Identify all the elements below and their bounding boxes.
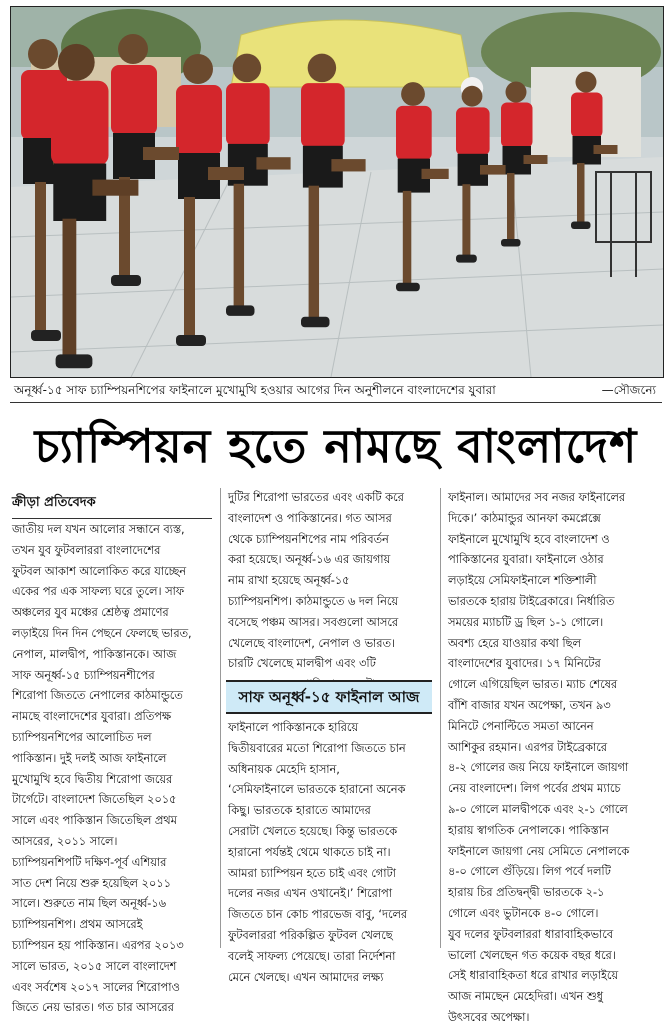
article-text-line: সাত দেশ নিয়ে শুরু হয়েছিল ২০১১ — [12, 876, 171, 890]
article-column-3 — [448, 488, 662, 1029]
article-text-line: চ্যাম্পিয়ন হয় পাকিস্তান। এরপর ২০১৩ — [12, 938, 184, 952]
article-text-line: ভালো খেলছেন গত কয়েক বছর ধরে। — [448, 948, 616, 962]
article-text-line: গোলে এগিয়েছিল ভারত। ম্যাচ শেষের — [448, 678, 618, 692]
article-text-line: ৪-০ গোলে গুঁড়িয়ে। লিগ পর্বে দলটি — [448, 865, 611, 879]
article-text-line: হারায় স্বাগতিক নেপালকে। পাকিস্তান — [448, 823, 609, 837]
article-subhead: সাফ অনূর্ধ্ব-১৫ ফাইনাল আজ — [226, 680, 432, 714]
article-text-line: চ্যাম্পিয়নশিপের আলোচিত দল — [12, 730, 152, 744]
article-text-line: খেলেছে বাংলাদেশ, নেপাল ও ভারত। — [228, 636, 396, 650]
article-text-line: ফাইনাল। আমাদের সব নজর ফাইনালের — [448, 491, 626, 504]
article-text-line: অবশ্য হেরে যাওয়ার কথা ছিল — [448, 636, 581, 650]
article-text-line: একের পর এক সাফল্য ঘরে তুলে। সাফ — [12, 585, 185, 599]
article-text-line: মিনিটে পেনাল্টিতে সমতা আনেন — [448, 719, 594, 733]
article-text-line: বসেছে পঞ্চম আসর। সবগুলো আসরে — [228, 615, 399, 629]
article-text-line: শিরোপা জিততে নেপালের কাঠমান্ডুতে — [12, 689, 183, 703]
article-text-line: সাফ অনূর্ধ্ব-১৫ চ্যাম্পিয়নশীপের — [12, 668, 155, 682]
article-text-line: হারায় চির প্রতিদ্বন্দ্বী ভারতকে ২-১ — [448, 886, 605, 900]
article-text-line: ৯-০ গোলে মালদ্বীপকে এবং ২-১ গোলে — [448, 802, 628, 816]
article-text-line: সেরাটা খেলতে হয়েছে। কিন্তু ভারতকে — [228, 824, 398, 838]
article-text-line: জিতে নেয় ভারত। গত চার আসরের — [12, 1001, 174, 1015]
article-text-line: লড়াইয়ে সেমিফাইনালে শক্তিশালী — [448, 574, 597, 588]
article-text-line: আশিকুর রহমান। এরপর টাইব্রেকারে — [448, 740, 607, 754]
article-text-line: থেকে চ্যাম্পিয়নশিপের নাম পরিবর্তন — [228, 532, 389, 546]
article-column-2-continued — [228, 718, 432, 988]
article-text-line: চ্যাম্পিয়নশিপটি দক্ষিণ-পূর্ব এশিয়ার — [12, 855, 167, 869]
article-text-line: নেয় বাংলাদেশ। লিগ পর্বের প্রথম ম্যাচে — [448, 782, 621, 796]
article-text-line: দলের নজর এখন ওখানেই।’ শিরোপা — [228, 887, 392, 901]
article-text-line: ফাইনালে জায়গা নেয় সেমিতে নেপালকে — [448, 844, 630, 858]
article-text-line: দিকে।’ কাঠমান্ডুর আনফা কমপ্লেক্সে — [448, 511, 601, 525]
column-divider — [440, 488, 441, 948]
article-text-line: নাম রাখা হয়েছে অনূর্ধ্ব-১৫ — [228, 574, 350, 588]
article-text-line: ফুটবল আকাশ আলোকিত করে যাচ্ছেন — [12, 564, 186, 578]
article-text-line: ফাইনালে পাকিস্তানকে হারিয়ে — [228, 721, 359, 734]
article-text-line: অঞ্চলের যুব মঞ্চের শ্রেষ্ঠত্ব প্রমাণের — [12, 606, 169, 620]
article-text-line: বাঁশি বাজার যখন অপেক্ষা, তখন ৯৩ — [448, 698, 611, 712]
photo-caption-row — [10, 378, 662, 403]
article-text-line: যুব দলের ফুটবলাররা ধারাবাহিকভাবে — [448, 927, 614, 941]
article-text-line: লড়াইয়ে দিন দিন পেছনে ফেলছে ভারত, — [12, 626, 192, 640]
article-text-line: ফাইনালে মুখোমুখি হবে বাংলাদেশ ও — [448, 532, 610, 546]
article-text-line: উৎসবের অপেক্ষা। — [448, 1010, 530, 1024]
article-text-line: নেপাল, মালদ্বীপ, পাকিস্তানকে। আজ — [12, 647, 177, 661]
news-photo — [10, 6, 664, 378]
article-text-line: সালে ভারত, ২০১৫ সালে বাংলাদেশ — [12, 959, 177, 973]
article-byline: ক্রীড়া প্রতিবেদক — [12, 494, 212, 519]
article-text-line: আজ নামছেন মেহেদিরা। এখন শুধু — [448, 990, 603, 1004]
article-text-line: গোলে এবং ভুটানকে ৪-০ গোলে। — [448, 906, 599, 920]
article-text-line: ৪-২ গোলের জয় নিয়ে ফাইনালে জায়গা — [448, 761, 629, 775]
article-text-line: ফুটবলাররা পরিকল্পিত ফুটবল খেলছে — [228, 928, 393, 942]
article-text-line: পাকিস্তানের যুবারা। ফাইনালে ওঠার — [448, 553, 604, 567]
article-column-2 — [228, 488, 432, 696]
article-text-line: আমরা চ্যাম্পিয়ন হতে চাই এবং গোটা — [228, 866, 396, 880]
article-text-line: অধিনায়ক মেহেদি হাসান, — [228, 762, 340, 776]
article-text-line: নামছে বাংলাদেশের যুবারা। প্রতিপক্ষ — [12, 710, 172, 724]
article-text-line: জিততে চান কোচ পারভেজ বাবু, ‘দলের — [228, 908, 408, 922]
column-divider — [220, 488, 221, 948]
article-text-line: চ্যাম্পিয়নশিপ। কাঠমান্ডুতে ৬ দল নিয়ে — [228, 594, 399, 608]
article-text-line: মেনে খেলছে। এখন আমাদের লক্ষ্য — [228, 970, 384, 984]
players-training-illustration — [11, 7, 663, 377]
article-headline: চ্যাম্পিয়ন হতে নামছে বাংলাদেশ — [34, 419, 638, 473]
article-text-line: টার্গেটে। বাংলাদেশ জিতেছিল ২০১৫ — [12, 793, 177, 807]
article-text-line: সেই ধারাবাহিকতা ধরে রাখার লড়াইয়ে — [448, 969, 619, 983]
photo-caption: অনূর্ধ্ব-১৫ সাফ চ্যাম্পিয়নশিপের ফাইনালে মুখোমুখি হওয়ার আগের দিন অনুশীলনে বাংলাদেশের যুবারা — [14, 383, 496, 397]
article-text-line: মুখোমুখি হবে দ্বিতীয় শিরোপা জয়ের — [12, 772, 173, 786]
article-text-line: ভারতকে হারায় টাইব্রেকারে। নির্ধারিত — [448, 594, 615, 608]
article-text-line: বাংলাদেশ ও পাকিস্তানের। গত আসর — [228, 511, 392, 525]
article-text-line: হারানো পর্যন্তই থেমে থাকতে চাই না। — [228, 845, 391, 859]
article-text-line: দ্বিতীয়বারের মতো শিরোপা জিততে চান — [228, 741, 406, 755]
article-text-line: চারটি খেলেছে মালদ্বীপ এবং ৩টি — [228, 657, 376, 671]
article-text-line: তখন যুব ফুটবলাররা বাংলাদেশের — [12, 543, 161, 557]
article-text-line: এবং সর্বশেষ ২০১৭ সালের শিরোপাও — [12, 980, 180, 994]
article-text-line: চ্যাম্পিয়নশিপ। প্রথম আসরেই — [12, 918, 143, 932]
article-text-line: আসরের, ২০১১ সালে। — [12, 834, 118, 848]
article-text-line: কিছু। ভারতকে হারাতে আমাদের — [228, 804, 371, 818]
article-text-line: সালে এবং পাকিস্তান জিতেছিল প্রথম — [12, 814, 177, 828]
article-text-line: সময়ের ম্যাচটি ড্র ছিল ১-১ গোলে। — [448, 615, 604, 629]
article-column-1 — [12, 520, 216, 1019]
article-text-line: দুটির শিরোপা ভারতের এবং একটি করে — [228, 491, 404, 504]
article-text-line: পাকিস্তান। দুই দলই আজ ফাইনালে — [12, 751, 167, 765]
article-text-line: করা হয়েছে। অনূর্ধ্ব-১৬ এর জায়গায় — [228, 553, 391, 567]
article-text-line: জাতীয় দল যখন আলোর সন্ধানে ব্যস্ত, — [12, 523, 185, 536]
article-text-line: সালে। শুরুতে নাম ছিল অনূর্ধ্ব-১৬ — [12, 897, 166, 911]
article-text-line: বাংলাদেশের যুবাদের। ১৭ মিনিটের — [448, 657, 601, 671]
article-text-line: ‘সেমিফাইনালে ভারতকে হারানো অনেক — [228, 783, 406, 797]
article-text-line: বলেই সাফল্য পেয়েছে। তারা নির্দেশনা — [228, 949, 396, 963]
photo-credit: —সৌজন্যে — [601, 383, 656, 397]
